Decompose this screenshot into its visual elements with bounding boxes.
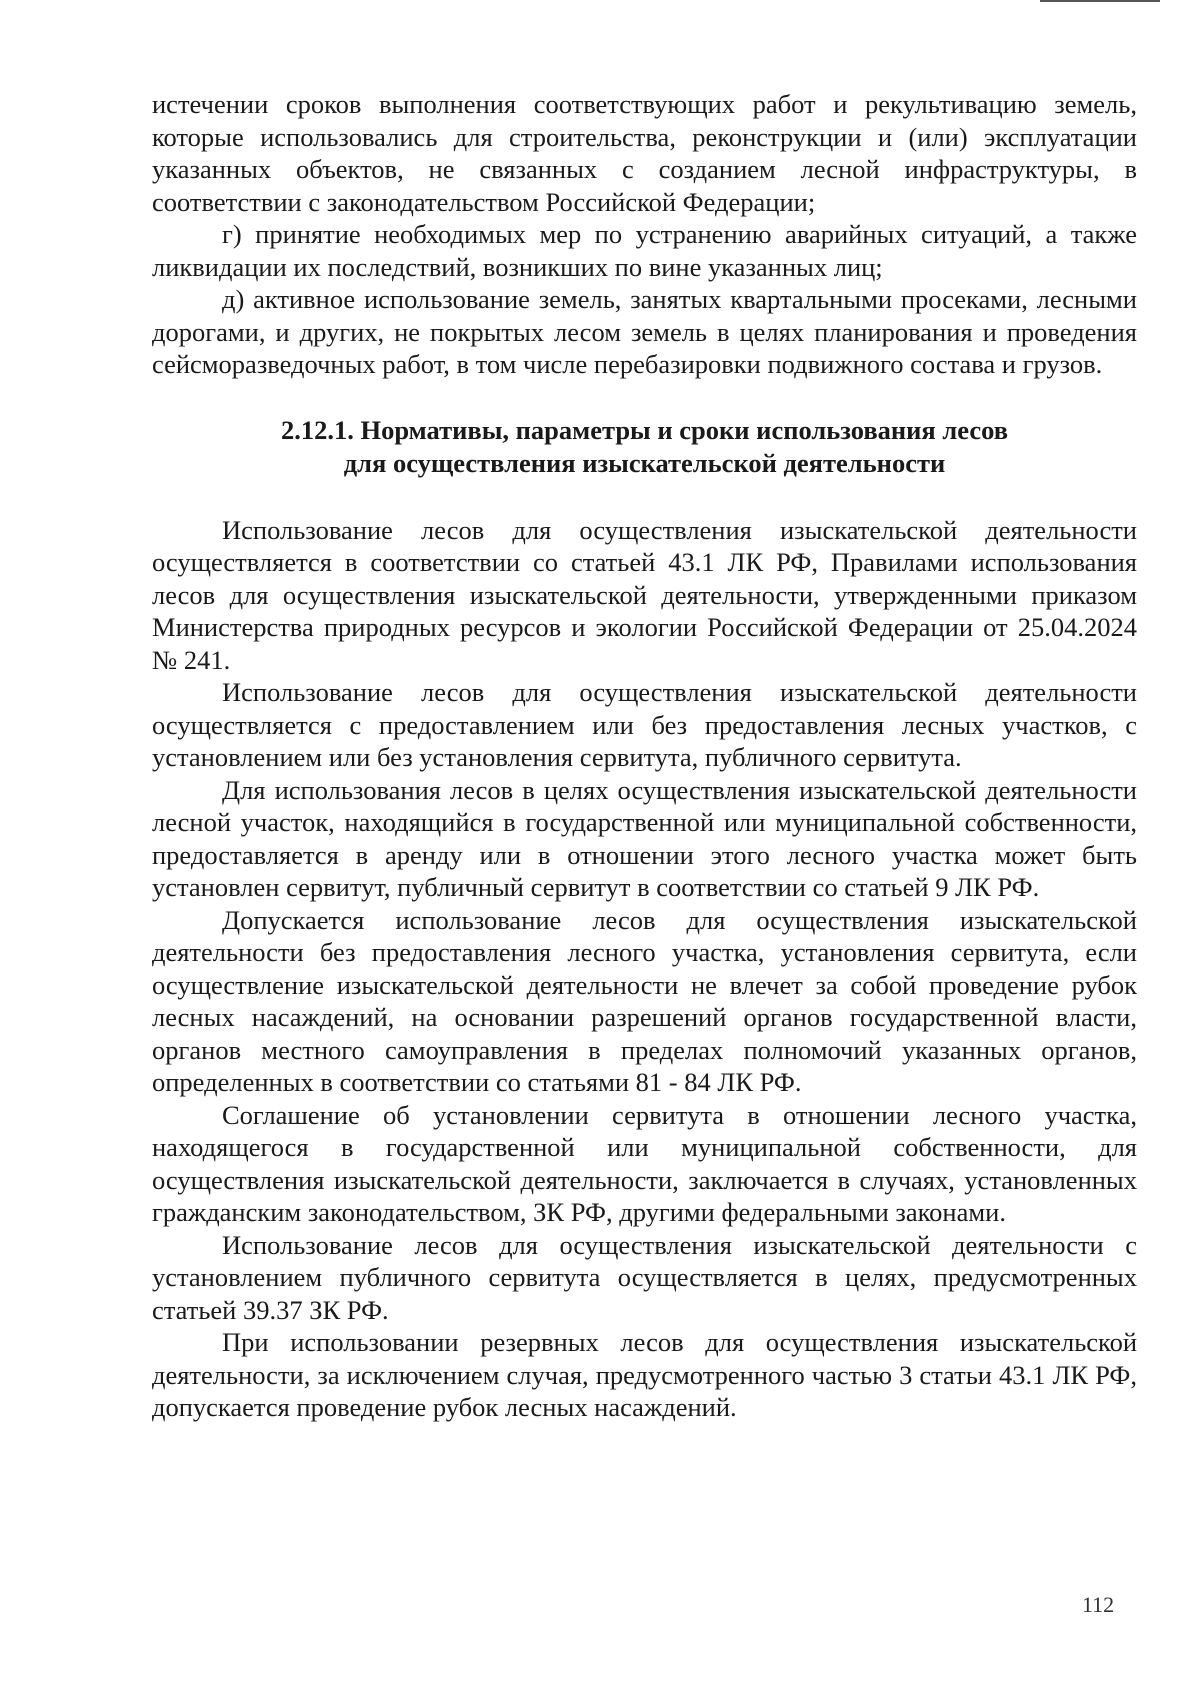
section-paragraph: При использовании резервных лесов для осуществления изыскательской деятельности, за исключением случая, предусмотренного частью 3 статьи 43.1 ЛК РФ, допускается проведение рубок лесных насаждений. — [152, 1327, 1137, 1422]
intro-paragraph: истечении сроков выполнения соответствующих работ и рекультивацию земель, которые использовались для строительства, реконструкции и (или) эксплуатации указанных объектов, не связанных с созданием лесной инфраструктуры, в соответствии с законодательством Российской Федерации; — [152, 89, 1137, 217]
section-paragraph: Допускается использование лесов для осуществления изыскательской деятельности без предоставления лесного участка, установления сервитута, если осуществление изыскательской деятельности не влечет за собой проведение рубок лесных насаждений, на основании разрешений органов государственной власти, органов местного самоуправления в пределах полномочий указанных органов, определенных в соответствии со статьями 81 - 84 ЛК РФ. — [152, 904, 1137, 1097]
section-paragraph: Использование лесов для осуществления изыскательской деятельности осуществляется в соответствии со статьей 43.1 ЛК РФ, Правилами использования лесов для осуществления изыскательской деятельности, утвержденными приказом Министерства природных ресурсов и экологии Российской Федерации от 25.04.2024 № 241. — [152, 514, 1137, 675]
intro-text-block — [152, 88, 1137, 381]
section-paragraph: Для использования лесов в целях осуществления изыскательской деятельности лесной участок, находящийся в государственной или муниципальной собственности, предоставляется в аренду или в отношении этого лесного участка может быть установлен сервитут, публичный сервитут в соответствии со статьей 9 ЛК РФ. — [152, 774, 1137, 902]
section-heading — [152, 414, 1137, 480]
section-body — [152, 514, 1137, 1424]
section-heading-line-2: для осуществления изыскательской деятельности — [343, 447, 946, 478]
top-edge-rule — [1040, 0, 1160, 2]
intro-paragraph-item-g: г) принятие необходимых мер по устранению аварийных ситуаций, а также ликвидации их последствий, возникших по вине указанных лиц; — [152, 219, 1137, 282]
section-paragraph: Использование лесов для осуществления изыскательской деятельности с установлением публичного сервитута осуществляется в целях, предусмотренных статьей 39.37 ЗК РФ. — [152, 1229, 1137, 1325]
document-page — [152, 88, 1137, 1424]
intro-paragraph-item-d: д) активное использование земель, занятых квартальными просеками, лесными дорогами, и других, не покрытых лесом земель в целях планирования и проведения сейсморазведочных работ, в том числе перебазировки подвижного состава и грузов. — [152, 284, 1137, 379]
page-number: 112 — [1082, 1592, 1115, 1617]
section-paragraph: Соглашение об установлении сервитута в отношении лесного участка, находящегося в государственной или муниципальной собственности, для осуществления изыскательской деятельности, заключается в случаях, установленных гражданским законодательством, ЗК РФ, другими федеральными законами. — [152, 1099, 1137, 1227]
section-heading-line-1: 2.12.1. Нормативы, параметры и сроки использования лесов — [280, 414, 1009, 445]
section-paragraph: Использование лесов для осуществления изыскательской деятельности осуществляется с предоставлением или без предоставления лесных участков, с установлением или без установления сервитута, публичного сервитута. — [152, 677, 1137, 772]
